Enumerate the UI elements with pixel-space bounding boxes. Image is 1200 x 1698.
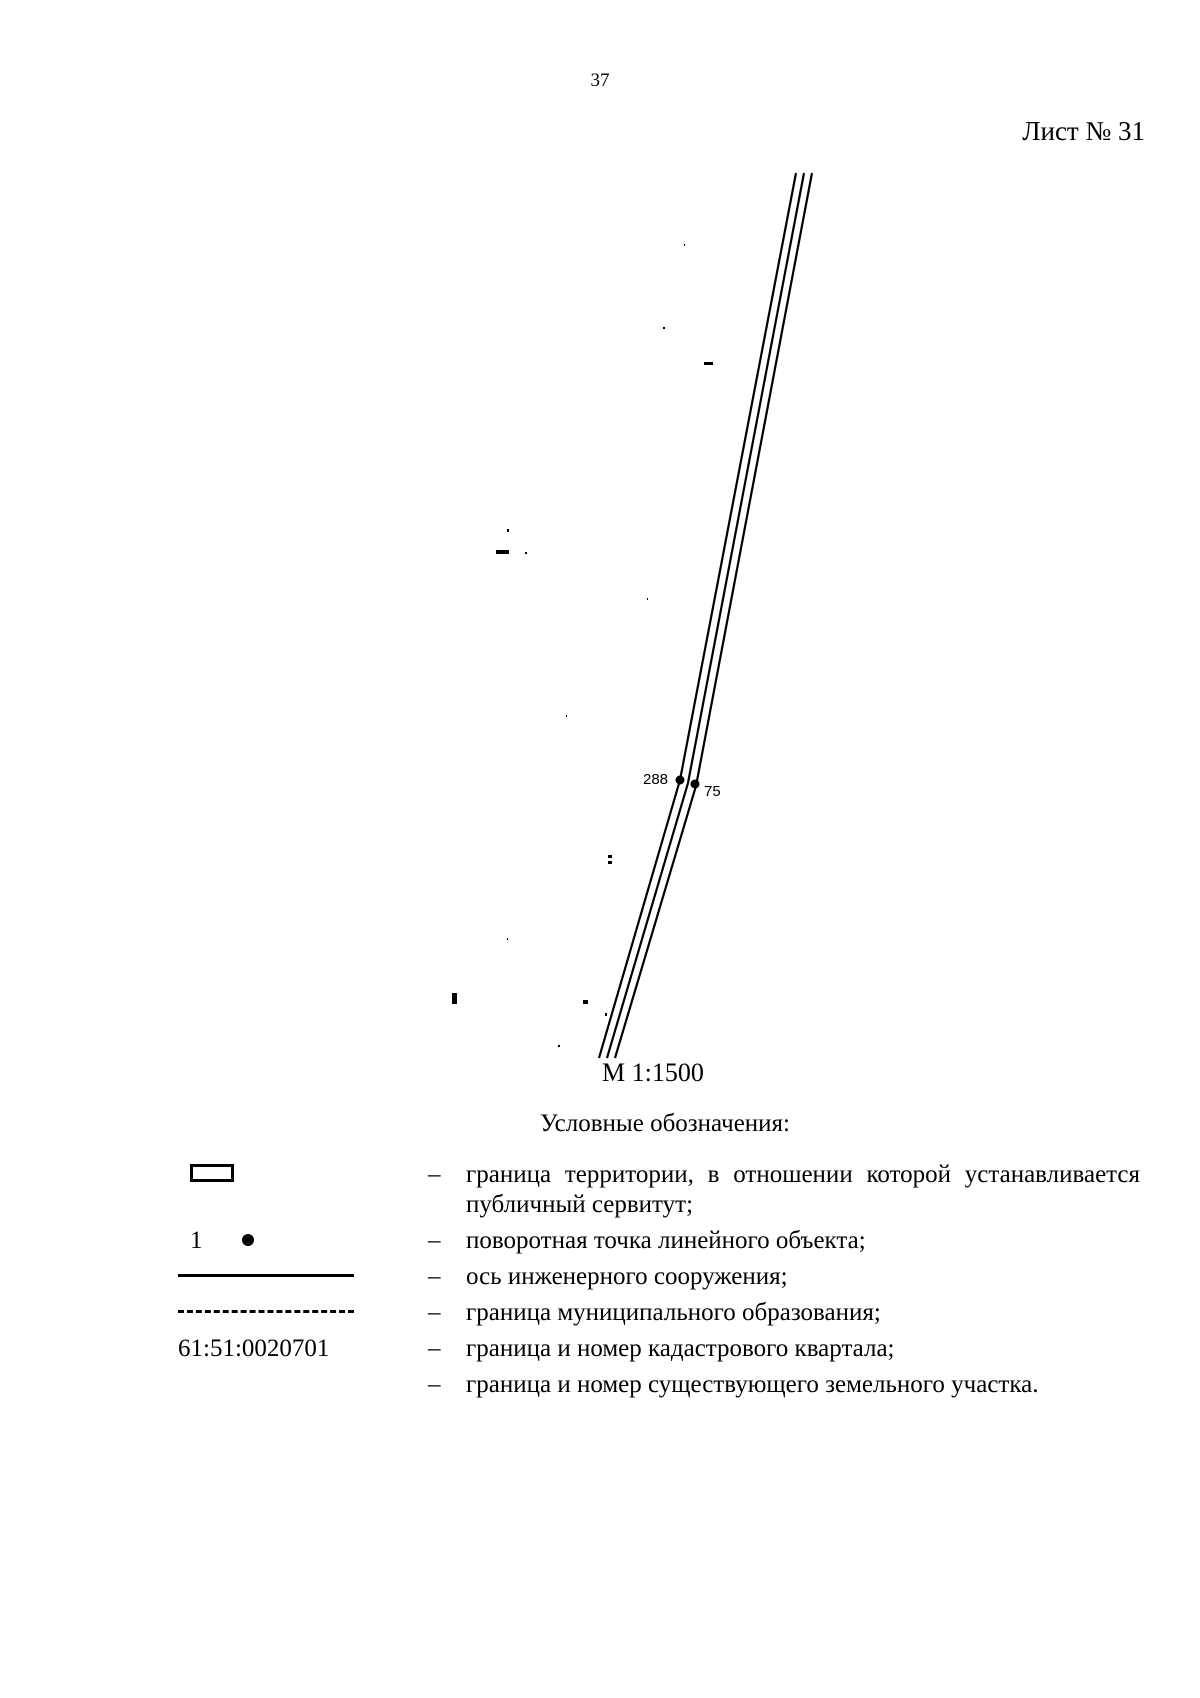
page-number: 37 [590,70,610,91]
legend-symbol-rectangle [170,1160,420,1190]
point-label-288: 288 [643,771,669,788]
legend-item-turning-point [170,1226,1140,1256]
turning-point-288 [676,776,685,785]
legend-item-easement-boundary [170,1160,1140,1220]
legend-symbol-dashed-line [170,1298,420,1328]
sheet-label: Лист № 31 [1022,116,1145,146]
legend-symbol-solid-line [170,1262,420,1292]
legend-description: граница и номер кадастрового квартала; [466,1335,895,1362]
legend-dash: – [428,1227,441,1254]
easement-boundary-left [599,173,796,1058]
turning-point-75 [691,780,700,789]
legend-title: Условные обозначения: [539,1110,791,1137]
legend-dash: – [428,1263,441,1290]
legend-description: граница территории, в отношении которой устанавливается публичный сервитут; [466,1161,1140,1218]
legend-item-cadastral-quarter [170,1334,1140,1364]
point-number-sample: 1 [190,1227,203,1254]
cadastral-number-sample: 61:51:0020701 [178,1335,330,1362]
legend-description: граница муниципального образования; [466,1299,881,1326]
legend-symbol-cadastral-number [170,1334,420,1364]
easement-boundary-right [615,173,812,1058]
solid-line-icon [178,1274,354,1277]
legend-dash: – [428,1371,441,1398]
rectangle-icon [190,1164,234,1182]
dashed-line-icon [178,1310,354,1313]
legend-dash: – [428,1299,441,1326]
legend-dash: – [428,1335,441,1362]
legend-description: поворотная точка линейного объекта; [466,1227,866,1254]
legend-description: ось инженерного сооружения; [466,1263,788,1290]
legend-item-engineering-axis [170,1262,1140,1292]
legend-symbol-point [170,1226,420,1256]
point-label-75: 75 [704,783,721,800]
legend-item-municipal-boundary [170,1298,1140,1328]
legend-item-land-plot [170,1370,1140,1400]
legend-description: граница и номер существующего земельного участка. [466,1371,1039,1398]
legend [170,1160,1140,1406]
map-scale: М 1:1500 [602,1058,704,1087]
legend-symbol-empty [170,1370,420,1400]
legend-dash: – [428,1161,441,1188]
point-dot-icon [242,1234,254,1246]
scan-specks [452,244,713,1047]
